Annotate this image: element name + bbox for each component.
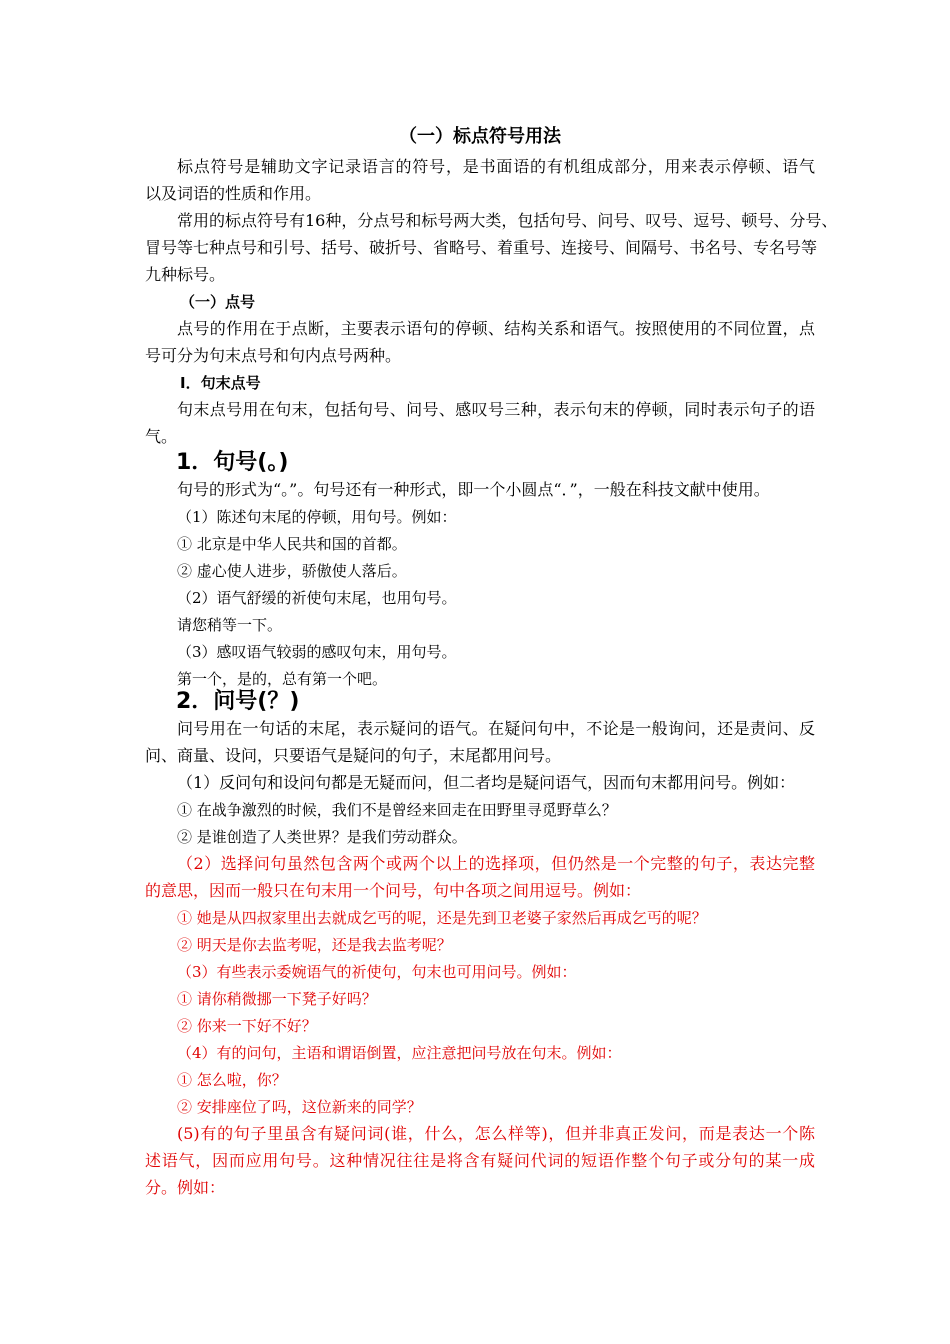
section-heading: （一）点号 [180,293,256,311]
highlighted-rule-line: 分。例如： [145,1178,226,1197]
example-line: ② 虚心使人进步，骄傲使人落后。 [177,562,407,580]
page-title: （一）标点符号用法 [399,126,561,147]
rule-line: （3）感叹语气较弱的感叹句末，用句号。 [177,643,457,661]
highlighted-example-line: ② 你来一下好不好？ [177,1017,317,1035]
rule-line: （1）陈述句末尾的停顿，用句号。例如： [177,508,457,526]
highlighted-rule-line: （4）有的问句，主语和谓语倒置，应注意把问号放在句末。例如： [177,1044,622,1062]
paragraph-line: 气。 [145,427,178,446]
highlighted-rule-line: 述语气，因而应用句号。这种情况往往是将含有疑问代词的短语作整个句子或分句的某一成 [145,1151,815,1170]
highlighted-example-line: ② 安排座位了吗，这位新来的同学？ [177,1098,422,1116]
paragraph-line: 句号的形式为“。”。句号还有一种形式，即一个小圆点“．”，一般在科技文献中使用。 [177,480,770,499]
paragraph-line: 句末点号用在句末，包括句号、问号、感叹号三种，表示句末的停顿，同时表示句子的语 [177,400,815,419]
example-line: 请您稍等一下。 [177,616,283,634]
example-line: ① 北京是中华人民共和国的首都。 [177,535,407,553]
highlighted-example-line: ① 怎么啦，你？ [177,1071,287,1089]
rule-line: （2）语气舒缓的祈使句末尾，也用句号。 [177,589,457,607]
highlighted-rule-line: 的意思，因而一般只在句末用一个问号，句中各项之间用逗号。例如： [145,881,642,900]
paragraph-line: 以及词语的性质和作用。 [145,184,322,203]
paragraph-line: 号可分为句末点号和句内点号两种。 [145,346,402,365]
rule-line: （1）反问句和设问句都是无疑而问，但二者均是疑问语气，因而句末都用问号。例如： [177,773,796,792]
subsection-heading: Ⅰ．句末点号 [180,374,261,392]
highlighted-example-line: ① 请你稍微挪一下凳子好吗？ [177,990,377,1008]
highlighted-rule-line: (5)有的句子里虽含有疑问词(谁，什么，怎么样等)，但并非真正发问，而是表达一个陈 [177,1124,815,1143]
heading-wenhao: 2．问号(？) [176,689,300,714]
paragraph-line: 标点符号是辅助文字记录语言的符号，是书面语的有机组成部分，用来表示停顿、语气 [177,157,815,176]
paragraph-line: 问号用在一句话的末尾，表示疑问的语气。在疑问句中，不论是一般询问，还是责问、反 [177,719,815,738]
paragraph-line: 九种标号。 [145,265,226,284]
example-line: ① 在战争激烈的时候，我们不是曾经来回走在田野里寻觅野草么？ [177,801,617,819]
example-line: 第一个，是的，总有第一个吧。 [177,670,388,688]
paragraph-line: 点号的作用在于点断，主要表示语句的停顿、结构关系和语气。按照使用的不同位置，点 [177,319,815,338]
heading-juhao: 1．句号(。) [176,450,289,475]
paragraph-line: 常用的标点符号有16种，分点号和标号两大类，包括句号、问号、叹号、逗号、顿号、分号、 [177,211,838,230]
paragraph-line: 问、商量、设问，只要语气是疑问的句子，末尾都用问号。 [145,746,562,765]
example-line: ② 是谁创造了人类世界？是我们劳动群众。 [177,828,467,846]
highlighted-rule-line: （2）选择问句虽然包含两个或两个以上的选择项，但仍然是一个完整的句子，表达完整 [177,854,815,873]
paragraph-line: 冒号等七种点号和引号、括号、破折号、省略号、着重号、连接号、间隔号、书名号、专名号等 [145,238,818,257]
highlighted-example-line: ① 她是从四叔家里出去就成乞丐的呢，还是先到卫老婆子家然后再成乞丐的呢？ [177,909,707,927]
highlighted-rule-line: （3）有些表示委婉语气的祈使句，句末也可用问号。例如： [177,963,577,981]
highlighted-example-line: ② 明天是你去监考呢，还是我去监考呢？ [177,936,452,954]
